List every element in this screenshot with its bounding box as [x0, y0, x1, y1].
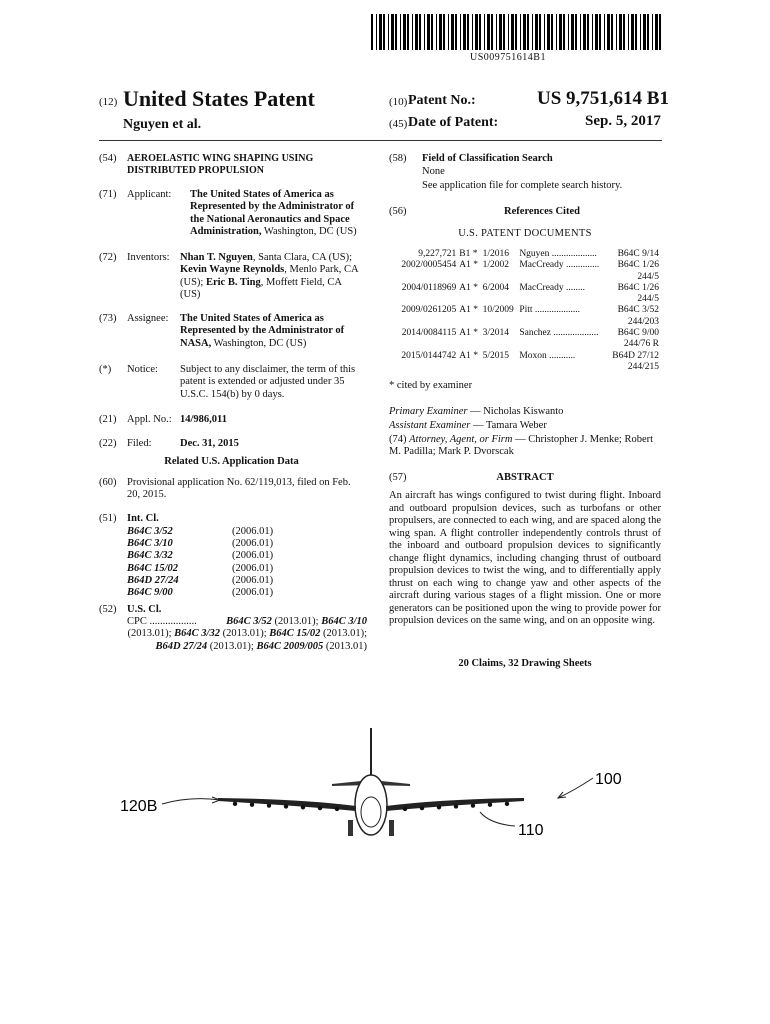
reference-subclass-row — [397, 294, 662, 305]
barcode-bar — [371, 14, 373, 50]
primary-examiner-label: Primary Examiner — [389, 406, 468, 417]
int-cl-row — [127, 538, 273, 550]
inventor-3-name: Eric B. Ting — [205, 276, 261, 288]
ref-subclass: 244/5 — [637, 271, 659, 282]
ref-number: 2015/0144742 — [401, 350, 457, 361]
engine — [488, 803, 492, 807]
reference-subclass-row — [397, 272, 662, 283]
barcode-bar — [532, 14, 533, 50]
reference-subclass-row — [397, 339, 662, 350]
cpc-6: B64C 2009/005 — [256, 640, 324, 652]
barcode-bar — [403, 14, 406, 50]
ref-class: B64C 1/26 — [617, 260, 659, 271]
cpc-6-ver: (2013.01) — [323, 640, 367, 652]
aircraft-drawing — [100, 720, 670, 900]
barcode-bar — [527, 14, 529, 50]
barcode-bar — [391, 14, 394, 50]
reference-subclass-row — [397, 317, 662, 328]
barcode-bar — [551, 14, 553, 50]
ref-120b: 120B — [120, 798, 158, 815]
barcode-bar — [427, 14, 430, 50]
us-cl-label: U.S. Cl. — [127, 604, 162, 615]
engine — [267, 803, 271, 807]
barcode-bar — [659, 14, 661, 50]
barcode-bar — [547, 14, 550, 50]
ref-kind: A1 * — [459, 328, 478, 339]
reference-row — [397, 305, 662, 316]
cpc-block — [127, 616, 367, 653]
reference-row — [397, 283, 662, 294]
engine — [335, 807, 339, 811]
cpc-2-ver: (2013.01); — [127, 628, 175, 640]
barcode-bar — [616, 14, 617, 50]
ref-subclass: 244/215 — [627, 361, 659, 372]
ref-100: 100 — [595, 771, 622, 788]
ref-class: B64D 27/12 — [612, 350, 659, 361]
barcode-bar — [523, 14, 526, 50]
code-notice: (*) — [99, 364, 112, 375]
notice-label: Notice: — [127, 364, 158, 375]
ref-name: Pitt ................... — [519, 305, 581, 316]
assignee-label: Assignee: — [127, 313, 169, 324]
ref-class: B64C 3/52 — [617, 305, 659, 316]
code-58: (58) — [389, 153, 407, 164]
reference-row — [397, 260, 662, 271]
ref-number: 9,227,721 — [418, 249, 457, 259]
barcode-bar — [388, 14, 389, 50]
cpc-1: B64C 3/52 — [226, 616, 272, 627]
code-71: (71) — [99, 189, 117, 200]
barcode-bar — [508, 14, 509, 50]
barcode-bar — [436, 14, 437, 50]
int-cl-code: B64D 27/24 — [127, 574, 179, 586]
header-rule — [99, 140, 662, 141]
barcode-bar — [640, 14, 641, 50]
primary-examiner: Primary Examiner — Nicholas Kiswanto — [389, 406, 564, 417]
barcode-bar — [515, 14, 517, 50]
barcode-bar — [463, 14, 466, 50]
barcode-bar — [419, 14, 421, 50]
barcode-bar — [563, 14, 565, 50]
code-52: (52) — [99, 604, 117, 615]
patent-date: Sep. 5, 2017 — [585, 113, 661, 129]
left-gear — [348, 820, 353, 836]
cpc-5-ver: (2013.01); — [207, 640, 257, 652]
cpc-2: B64C 3/10 — [321, 616, 367, 627]
code-56: (56) — [389, 206, 407, 217]
patent-no: US 9,751,614 B1 — [537, 88, 669, 109]
code-73: (73) — [99, 313, 117, 324]
claims-sheets: 20 Claims, 32 Drawing Sheets — [458, 658, 592, 669]
inventors-short: Nguyen et al. — [123, 117, 202, 132]
barcode-bar — [628, 14, 629, 50]
assistant-examiner-name: Tamara Weber — [485, 420, 547, 431]
engine — [284, 804, 288, 808]
barcode-bar — [496, 14, 497, 50]
ref-kind: A1 * — [459, 260, 478, 271]
invention-title: AEROELASTIC WING SHAPING USING DISTRIBUTED PROPULSION — [127, 153, 314, 177]
engine — [454, 804, 458, 808]
barcode-bar — [448, 14, 449, 50]
barcode-bar — [575, 14, 577, 50]
ref-number: 2004/0118969 — [401, 282, 457, 293]
barcode-bar — [647, 14, 649, 50]
code-12: (12) — [99, 96, 118, 108]
attorney-label: Attorney, Agent, or Firm — [409, 434, 513, 445]
barcode-bar — [619, 14, 622, 50]
barcode-bar — [580, 14, 581, 50]
barcode-bar — [652, 14, 653, 50]
ref-subclass: 244/5 — [637, 294, 659, 305]
engine — [403, 807, 407, 811]
cpc-3-ver: (2013.01); — [219, 628, 270, 640]
ref-kind: A1 * — [459, 350, 478, 361]
field-search-note: See application file for complete search history. — [422, 180, 623, 191]
int-cl-version: (2006.01) — [232, 562, 274, 574]
ref-class: B64C 9/00 — [617, 328, 659, 339]
ref-name: MacCready .............. — [519, 260, 600, 271]
provisional-text: Provisional application No. 62/119,013, filed on Feb. 20, 2015. — [127, 477, 351, 501]
barcode-bar — [595, 14, 598, 50]
attorney — [389, 434, 661, 459]
ref-class: B64C 9/14 — [617, 249, 659, 259]
ref-name: Sanchez ................... — [519, 328, 599, 339]
barcode-bar — [484, 14, 485, 50]
barcode-bar — [511, 14, 514, 50]
barcode — [371, 14, 663, 50]
barcode-bar — [571, 14, 574, 50]
barcode-bar — [611, 14, 613, 50]
cpc-4: B64C 15/02 — [269, 628, 321, 640]
appl-no-label: Appl. No.: — [127, 414, 172, 425]
applicant-name: The United States of America as Represented by the Administrator of the National Aeronautics and Space Administration, — [190, 189, 355, 238]
ref-date: 3/2014 — [482, 328, 509, 339]
related-heading: Related U.S. Application Data — [164, 456, 299, 467]
barcode-bar — [379, 14, 382, 50]
notice-text: Subject to any disclaimer, the term of this patent is extended or adjusted under 35 U.S.C. 154(b) by 0 days. — [180, 364, 356, 400]
date-label: Date of Patent: — [408, 115, 499, 130]
ref-date: 6/2004 — [482, 282, 509, 293]
ref-kind: B1 * — [459, 249, 478, 259]
code-21: (21) — [99, 414, 117, 425]
ref-name: Nguyen ................... — [519, 249, 597, 259]
barcode-bar — [383, 14, 385, 50]
engine — [420, 806, 424, 810]
ref-number: 2002/0005454 — [401, 260, 457, 271]
filed-date: Dec. 31, 2015 — [180, 438, 239, 449]
barcode-bar — [400, 14, 401, 50]
assignee-location: Washington, DC (US) — [211, 337, 307, 349]
barcode-bar — [487, 14, 490, 50]
barcode-bar — [431, 14, 433, 50]
ref-date: 1/2002 — [482, 260, 509, 271]
assistant-examiner-label: Assistant Examiner — [389, 420, 471, 431]
inventor-2-loc: , Menlo Park, CA (US); — [180, 264, 359, 288]
barcode-bar — [479, 14, 481, 50]
appl-no: 14/986,011 — [180, 414, 227, 425]
inventor-2-name: Kevin Wayne Reynolds — [180, 264, 285, 276]
right-gear — [389, 820, 394, 836]
cpc-4-ver: (2013.01); — [320, 628, 367, 640]
engine — [505, 802, 509, 806]
engine — [301, 805, 305, 809]
barcode-bar — [604, 14, 605, 50]
code-10: (10) — [389, 96, 408, 108]
barcode-bar — [607, 14, 610, 50]
barcode-bar — [472, 14, 473, 50]
barcode-bar — [655, 14, 658, 50]
barcode-bar — [631, 14, 634, 50]
barcode-bar — [460, 14, 461, 50]
inventor-3-loc: , Moffett Field, CA (US) — [180, 276, 342, 301]
cpc-3: B64C 3/32 — [174, 628, 220, 640]
engine — [318, 806, 322, 810]
code-72: (72) — [99, 252, 117, 263]
int-cl-code: B64C 3/52 — [127, 526, 173, 537]
applicant-location: Washington, DC (US) — [261, 226, 357, 238]
barcode-bar — [559, 14, 562, 50]
barcode-bar — [376, 14, 377, 50]
reference-subclass-row — [397, 362, 662, 373]
ref-name: MacCready ........ — [519, 282, 586, 293]
int-cl-code: B64C 15/02 — [127, 562, 179, 574]
ref-110: 110 — [518, 822, 544, 839]
int-cl-version: (2006.01) — [232, 538, 274, 550]
applicant-value — [190, 189, 360, 239]
patent-no-label: Patent No.: — [408, 93, 476, 108]
cited-by-examiner: * cited by examiner — [389, 380, 473, 391]
references-label: References Cited — [504, 206, 580, 217]
barcode-bar — [568, 14, 569, 50]
barcode-bar — [443, 14, 445, 50]
ref-subclass: 244/76 R — [623, 339, 659, 350]
engine — [437, 805, 441, 809]
int-cl-code: B64C 3/32 — [127, 550, 173, 562]
barcode-bar — [623, 14, 625, 50]
code-54: (54) — [99, 153, 117, 164]
int-cl-row — [127, 526, 273, 538]
assignee-value — [180, 313, 360, 350]
abstract-text: An aircraft has wings configured to twist during flight. Inboard and outboard propulsion devices, such as turbofans or other propulsers, are connected to each wing, and are spaced along the wing span. A flight controller independently controls thrust of the inboard and outboard propulsion devices to significantly change flight dynamics, including changing thrust of outboard propulsion devices to twist the wing, and to differentially apply thrust on each wing to change yaw and other aspects of the aircraft during various stages of a flight mission. One or more generators can be positioned upon the wing to provide power for propulsion devices on the same wing, and on an opposite wing. — [389, 490, 661, 626]
barcode-bar — [499, 14, 502, 50]
barcode-bar — [415, 14, 418, 50]
ref-class: B64C 1/26 — [617, 282, 659, 293]
barcode-bar — [407, 14, 409, 50]
barcode-bar — [395, 14, 397, 50]
ref-number: 2009/0261205 — [401, 305, 457, 316]
code-57: (57) — [389, 472, 407, 483]
int-cl-row — [127, 563, 273, 575]
barcode-bar — [424, 14, 425, 50]
ref-number: 2014/0084115 — [401, 328, 457, 339]
code-51: (51) — [99, 513, 117, 524]
barcode-bar — [587, 14, 589, 50]
assistant-examiner: Assistant Examiner — Tamara Weber — [389, 420, 547, 431]
int-cl-label: Int. Cl. — [127, 513, 159, 524]
inventors-value — [180, 252, 360, 302]
int-cl-version: (2006.01) — [232, 587, 274, 599]
ref-name: Moxon ........... — [519, 350, 576, 361]
assignee-name: The United States of America as Represented by the Administrator of NASA, — [180, 313, 345, 349]
references-table — [397, 249, 662, 373]
int-cl-row — [127, 575, 273, 587]
barcode-bar — [467, 14, 469, 50]
ref-subclass: 244/203 — [627, 316, 659, 327]
inventors-label: Inventors: — [127, 252, 170, 263]
engine — [233, 802, 237, 806]
cpc-5: B64D 27/24 — [155, 640, 208, 652]
publication-number: US009751614B1 — [470, 52, 546, 63]
cpc-label: CPC — [127, 616, 147, 627]
cpc-1-ver: (2013.01); — [271, 616, 322, 627]
ref-date: 1/2016 — [482, 249, 509, 259]
int-cl-version: (2006.01) — [232, 526, 274, 537]
abstract-heading: ABSTRACT — [496, 472, 554, 483]
inventor-1-loc: , Santa Clara, CA (US); — [252, 252, 352, 263]
fuselage — [355, 775, 387, 835]
int-cl-code: B64C 9/00 — [127, 587, 173, 599]
engine — [471, 803, 475, 807]
ref-date: 10/2009 — [482, 305, 514, 316]
leader-100 — [558, 778, 593, 798]
code-45: (45) — [389, 118, 408, 130]
leader-120b — [162, 799, 220, 804]
reference-row — [397, 328, 662, 339]
reference-row — [397, 249, 662, 260]
leader-110 — [480, 812, 515, 826]
int-cl-code: B64C 3/10 — [127, 538, 173, 550]
barcode-bar — [535, 14, 538, 50]
barcode-bar — [583, 14, 586, 50]
reference-row — [397, 351, 662, 362]
barcode-bar — [412, 14, 413, 50]
barcode-bar — [503, 14, 505, 50]
barcode-bar — [520, 14, 521, 50]
int-cl-version: (2006.01) — [232, 574, 274, 586]
field-search-none: None — [422, 166, 445, 177]
field-search-label: Field of Classification Search — [422, 153, 553, 164]
cpc-dots: .................. — [149, 616, 197, 627]
barcode-bar — [592, 14, 593, 50]
code-22: (22) — [99, 438, 117, 449]
code-74: (74) — [389, 434, 407, 445]
barcode-bar — [599, 14, 601, 50]
barcode-bar — [439, 14, 442, 50]
us-patent-docs-heading: U.S. PATENT DOCUMENTS — [458, 228, 592, 239]
barcode-bar — [635, 14, 637, 50]
barcode-bar — [491, 14, 493, 50]
applicant-label: Applicant: — [127, 189, 172, 200]
engine — [250, 803, 254, 807]
int-cl-version: (2006.01) — [232, 550, 274, 562]
barcode-bar — [539, 14, 541, 50]
int-cl-row — [127, 550, 273, 562]
barcode-bar — [544, 14, 545, 50]
barcode-bar — [643, 14, 646, 50]
code-60: (60) — [99, 477, 117, 488]
patent-title-heading: United States Patent — [123, 86, 315, 111]
int-cl-table — [127, 526, 273, 599]
ref-kind: A1 * — [459, 305, 478, 316]
barcode-bar — [475, 14, 478, 50]
ref-date: 5/2015 — [482, 350, 509, 361]
filed-label: Filed: — [127, 438, 152, 449]
barcode-bar — [455, 14, 457, 50]
barcode-bar — [451, 14, 454, 50]
barcode-bar — [556, 14, 557, 50]
attorney-names: — Christopher J. Menke; Robert M. Padilla; Mark P. Dvorscak — [389, 434, 654, 458]
ref-kind: A1 * — [459, 282, 478, 293]
inventor-1-name: Nhan T. Nguyen — [180, 252, 253, 263]
primary-examiner-name: Nicholas Kiswanto — [483, 406, 564, 417]
int-cl-row — [127, 587, 273, 599]
